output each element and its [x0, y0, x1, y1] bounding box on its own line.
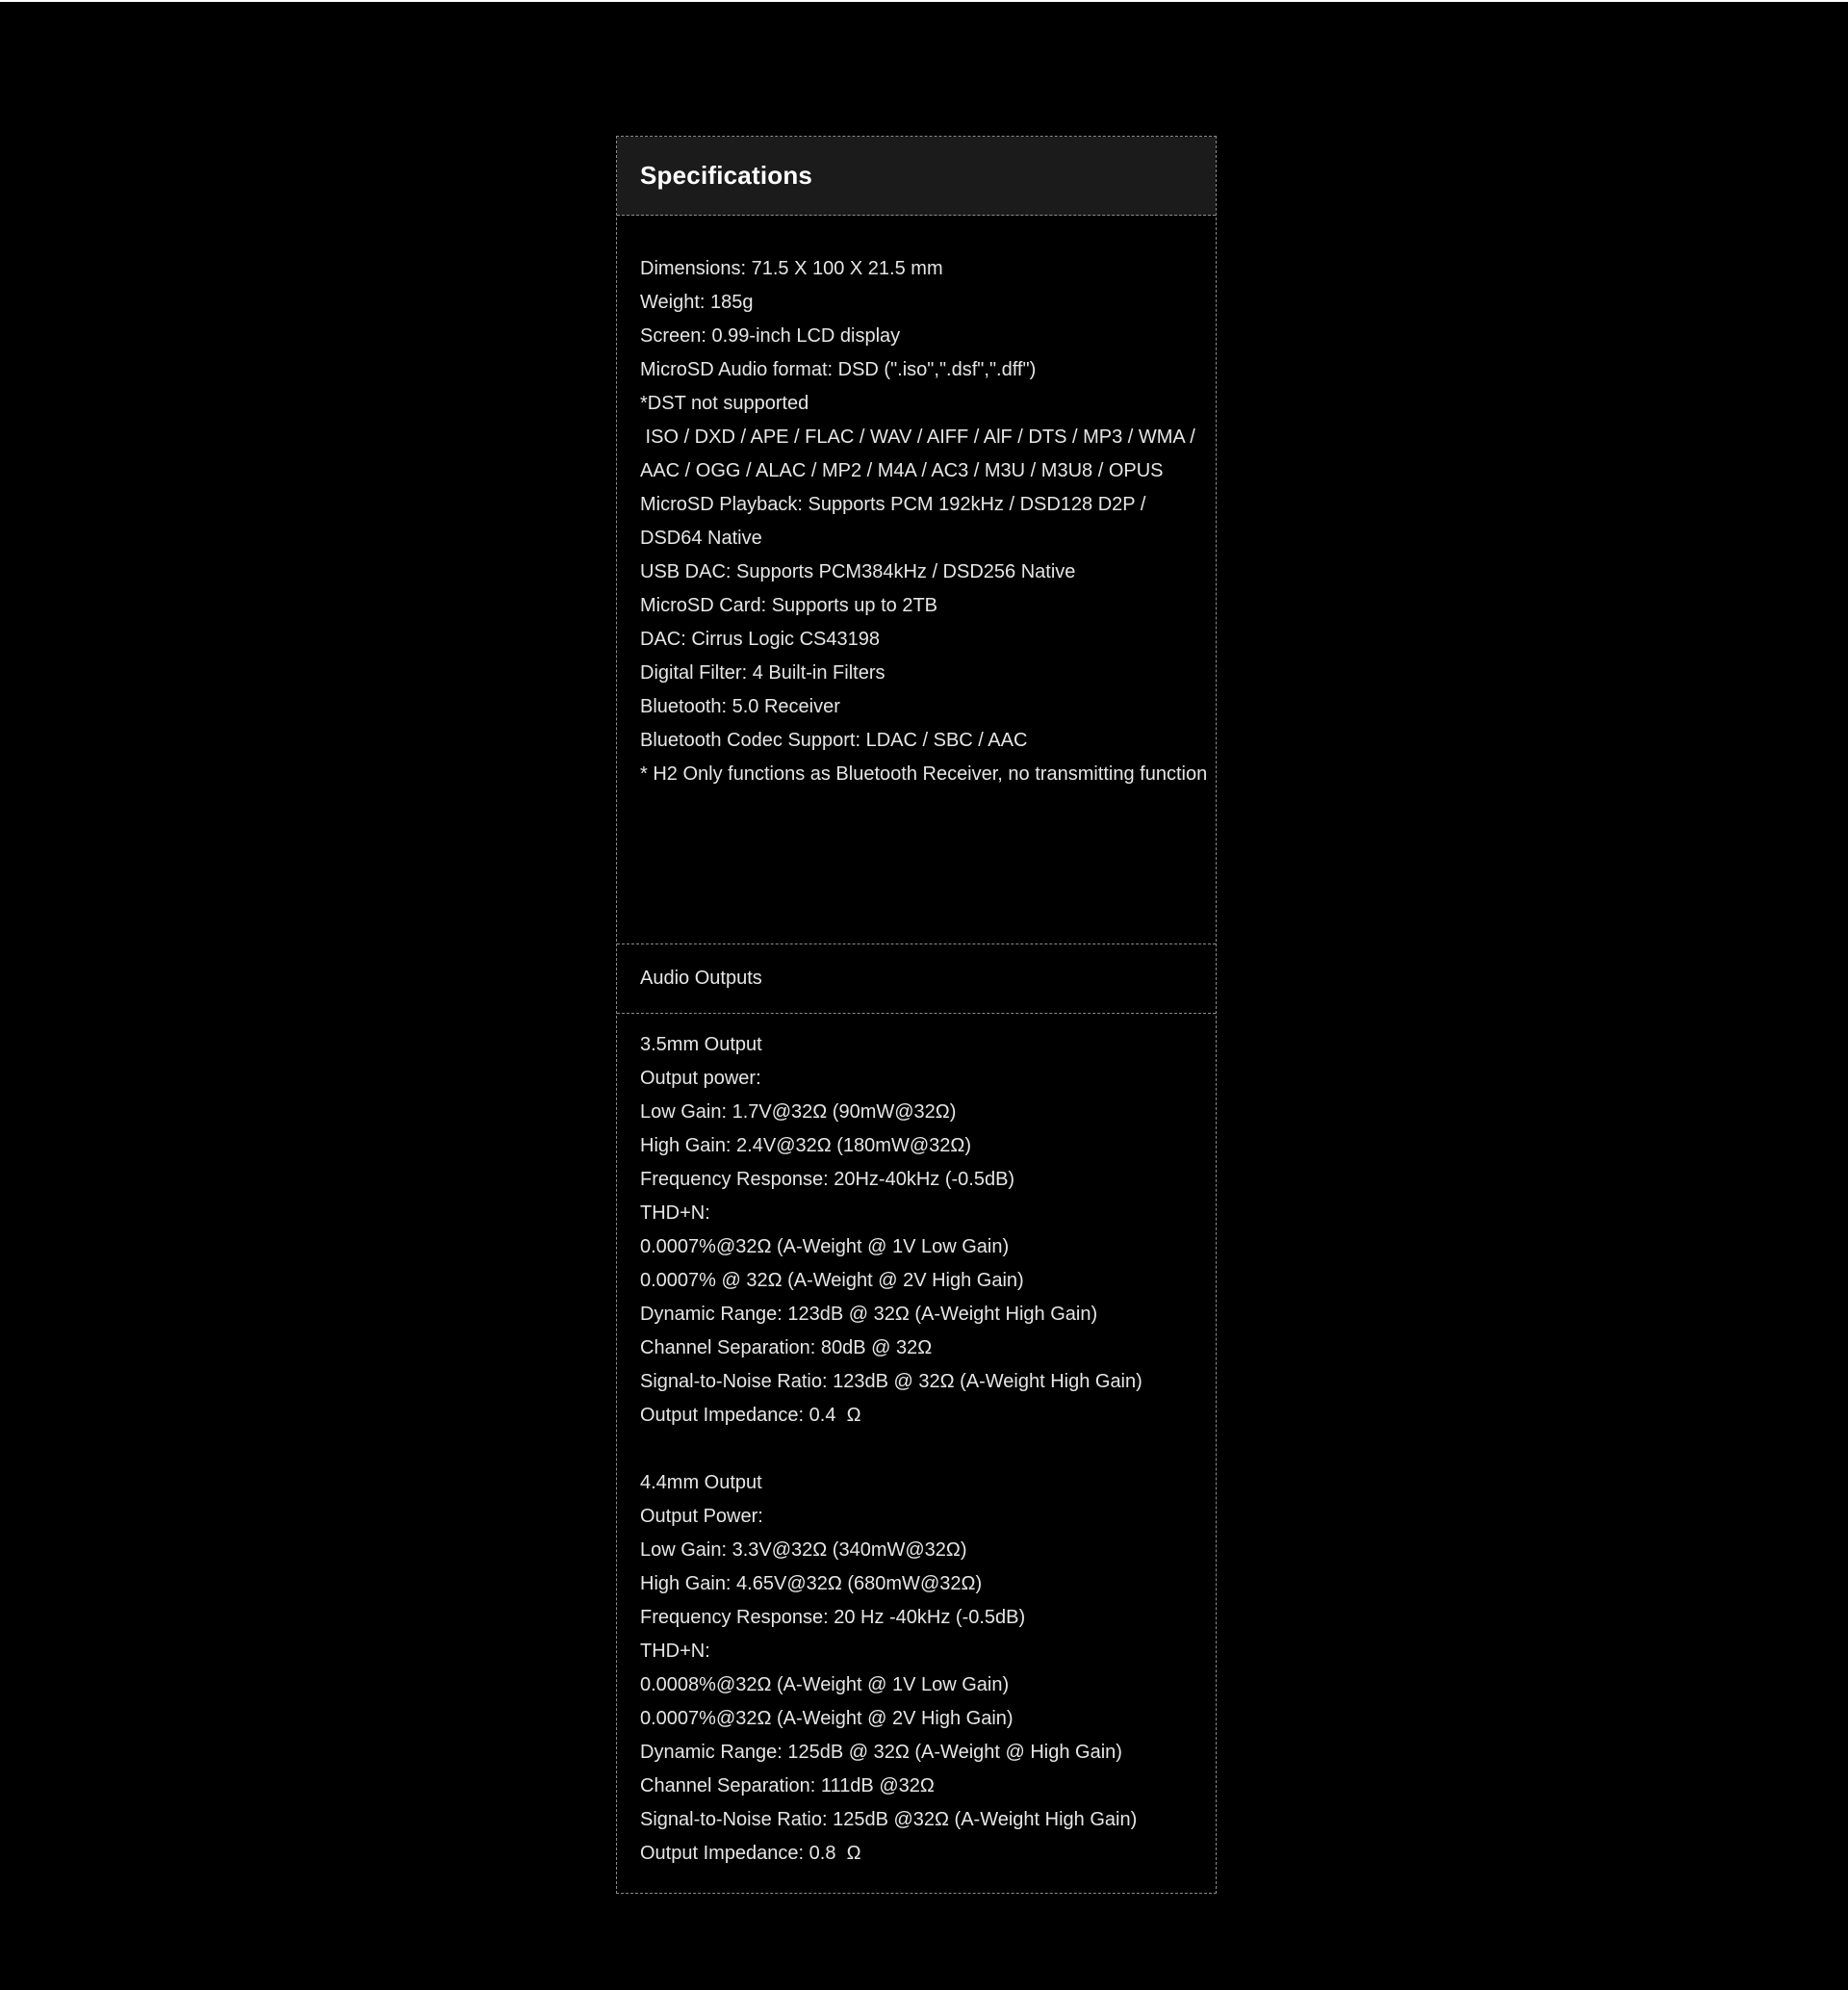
- spec-line-microsd-playback: MicroSD Playback: Supports PCM 192kHz / DSD128 D2P /: [640, 494, 1146, 515]
- output-35-high-gain: High Gain: 2.4V@32Ω (180mW@32Ω): [640, 1135, 971, 1156]
- specifications-header: [617, 137, 1216, 216]
- spec-line-bluetooth-note: * H2 Only functions as Bluetooth Receiver, no transmitting function: [640, 763, 1208, 785]
- specifications-title: Specifications: [640, 161, 813, 190]
- audio-outputs-section: [617, 1014, 1216, 1893]
- audio-outputs-header: [617, 944, 1216, 1014]
- output-44-title: 4.4mm Output: [640, 1472, 762, 1493]
- spec-line-screen: Screen: 0.99-inch LCD display: [640, 325, 901, 347]
- output-44-impedance: Output Impedance: 0.8 Ω: [640, 1843, 861, 1864]
- output-35-dynamic-range: Dynamic Range: 123dB @ 32Ω (A-Weight High Gain): [640, 1304, 1098, 1325]
- output-44-dynamic-range: Dynamic Range: 125dB @ 32Ω (A-Weight @ High Gain): [640, 1742, 1122, 1763]
- output-35-thdn-label: THD+N:: [640, 1202, 710, 1224]
- spec-line-dimensions: Dimensions: 71.5 X 100 X 21.5 mm: [640, 258, 943, 279]
- output-35-power-label: Output power:: [640, 1068, 761, 1089]
- output-35-impedance: Output Impedance: 0.4 Ω: [640, 1405, 861, 1426]
- output-44-low-gain: Low Gain: 3.3V@32Ω (340mW@32Ω): [640, 1539, 967, 1561]
- spec-line-usb-dac: USB DAC: Supports PCM384kHz / DSD256 Native: [640, 561, 1076, 582]
- spec-line-dsd64: DSD64 Native: [640, 528, 762, 549]
- output-35-channel-separation: Channel Separation: 80dB @ 32Ω: [640, 1337, 933, 1358]
- output-44-thdn-low: 0.0008%@32Ω (A-Weight @ 1V Low Gain): [640, 1674, 1010, 1695]
- general-specs-section: [617, 216, 1216, 944]
- output-44-power-label: Output Power:: [640, 1506, 763, 1527]
- output-35-title: 3.5mm Output: [640, 1034, 762, 1055]
- output-35-thdn-high: 0.0007% @ 32Ω (A-Weight @ 2V High Gain): [640, 1270, 1024, 1291]
- output-35-snr: Signal-to-Noise Ratio: 123dB @ 32Ω (A-Weight High Gain): [640, 1371, 1142, 1392]
- specifications-table: [616, 136, 1217, 1894]
- output-44-channel-separation: Channel Separation: 111dB @32Ω: [640, 1775, 935, 1796]
- spec-line-formats-1: ISO / DXD / APE / FLAC / WAV / AIFF / AlF / DTS / MP3 / WMA /: [640, 426, 1195, 448]
- spec-line-bluetooth-codec: Bluetooth Codec Support: LDAC / SBC / AAC: [640, 730, 1028, 751]
- audio-outputs-title: Audio Outputs: [640, 968, 762, 989]
- spec-line-digital-filter: Digital Filter: 4 Built-in Filters: [640, 662, 886, 684]
- output-44-frequency-response: Frequency Response: 20 Hz -40kHz (-0.5dB): [640, 1607, 1026, 1628]
- spec-line-microsd-card: MicroSD Card: Supports up to 2TB: [640, 595, 938, 616]
- spec-line-bluetooth: Bluetooth: 5.0 Receiver: [640, 696, 840, 717]
- output-44-thdn-label: THD+N:: [640, 1641, 710, 1662]
- spec-line-formats-2: AAC / OGG / ALAC / MP2 / M4A / AC3 / M3U / M3U8 / OPUS: [640, 460, 1164, 481]
- top-divider: [0, 0, 1848, 2]
- output-spacer: [640, 1433, 1216, 1466]
- output-44-snr: Signal-to-Noise Ratio: 125dB @32Ω (A-Weight High Gain): [640, 1809, 1138, 1830]
- spec-line-dst-note: *DST not supported: [640, 393, 809, 414]
- output-35-low-gain: Low Gain: 1.7V@32Ω (90mW@32Ω): [640, 1101, 957, 1123]
- spec-line-weight: Weight: 185g: [640, 292, 754, 313]
- spec-line-dac: DAC: Cirrus Logic CS43198: [640, 629, 880, 650]
- spec-line-microsd-format: MicroSD Audio format: DSD (".iso",".dsf",".dff"): [640, 359, 1037, 380]
- output-44-thdn-high: 0.0007%@32Ω (A-Weight @ 2V High Gain): [640, 1708, 1014, 1729]
- output-35-thdn-low: 0.0007%@32Ω (A-Weight @ 1V Low Gain): [640, 1236, 1010, 1257]
- output-35-frequency-response: Frequency Response: 20Hz-40kHz (-0.5dB): [640, 1169, 1015, 1190]
- output-44-high-gain: High Gain: 4.65V@32Ω (680mW@32Ω): [640, 1573, 983, 1594]
